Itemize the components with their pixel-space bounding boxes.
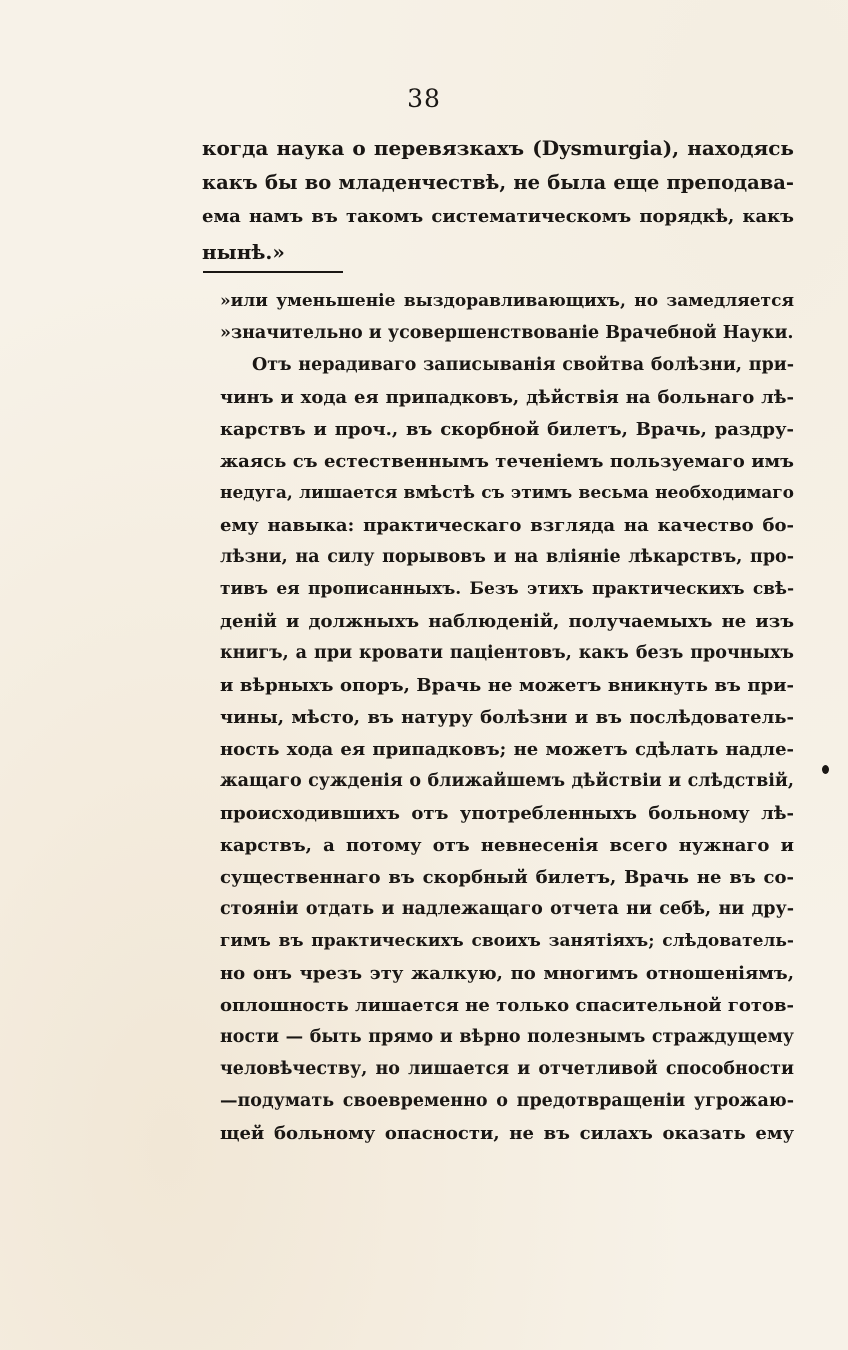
body-line: ему навыка: практическаго взгляда на качество бо-: [220, 515, 794, 536]
page-number: 38: [407, 84, 441, 113]
body-line: лѣзни, на силу порывовъ и на вліяніе лѣкарствъ, про-: [220, 547, 794, 567]
body-line: тивъ ея прописанныхъ. Безъ этихъ практическихъ свѣ-: [220, 579, 794, 599]
body-line: но онъ чрезъ эту жалкую, по многимъ отношеніямъ,: [220, 963, 794, 984]
body-line: »значительно и усовершенствованіе Врачебной Науки.: [220, 323, 794, 343]
footnote-line: когда наука о перевязкахъ (Dysmurgia), находясь: [202, 136, 794, 160]
body-line: чинъ и хода ея припадковъ, дѣйствія на больнаго лѣ-: [220, 387, 794, 408]
body-line: происходившихъ отъ употребленныхъ больному лѣ-: [220, 803, 794, 824]
body-line: жащаго сужденія о ближайшемъ дѣйствіи и слѣдствій,: [220, 771, 794, 791]
body-line: существеннаго въ скорбный билетъ, Врачь не въ со-: [220, 867, 794, 888]
body-line: стояніи отдать и надлежащаго отчета ни себѣ, ни дру-: [220, 899, 794, 919]
body-line: жаясь съ естественнымъ теченіемъ пользуемаго имъ: [220, 451, 794, 472]
body-line: недуга, лишается вмѣстѣ съ этимъ весьма необходимаго: [220, 483, 794, 503]
separator-rule: [203, 271, 343, 273]
body-line: гимъ въ практическихъ своихъ занятіяхъ; слѣдователь-: [220, 931, 794, 951]
body-line: оплошность лишается не только спасительной готов-: [220, 995, 795, 1016]
body-line: Отъ нерадиваго записыванія свойтва болѣзни, при-: [252, 355, 794, 375]
body-line: щей больному опасности, не въ силахъ оказать ему: [220, 1123, 794, 1144]
body-line: деній и должныхъ наблюденій, получаемыхъ не изъ: [220, 611, 794, 632]
body-line: »или уменьшеніе выздоравливающихъ, но замедляется: [220, 291, 794, 311]
body-line: ность хода ея припадковъ; не можетъ сдѣлать надле-: [220, 739, 794, 760]
footnote-line: какъ бы во младенчествѣ, не была еще преподава-: [202, 171, 794, 194]
body-line: карствъ, а потому отъ невнесенія всего нужнаго и: [220, 835, 794, 856]
body-line: чины, мѣсто, въ натуру болѣзни и въ послѣдователь-: [220, 707, 794, 728]
footnote-line: нынѣ.»: [202, 240, 285, 264]
body-line: человѣчеству, но лишается и отчетливой способности: [220, 1059, 794, 1079]
body-line: и вѣрныхъ опоръ, Врачь не можетъ вникнуть въ при-: [220, 675, 794, 696]
margin-ink-mark: [822, 765, 829, 774]
footnote-line: ема намъ въ такомъ систематическомъ порядкѣ, какъ: [202, 206, 794, 227]
body-line: —подумать своевременно о предотвращеніи угрожаю-: [220, 1091, 794, 1111]
body-line: карствъ и проч., въ скорбной билетъ, Врачь, раздру-: [220, 419, 794, 440]
body-line: книгъ, а при кровати паціентовъ, какъ безъ прочныхъ: [220, 643, 794, 663]
body-line: ности — быть прямо и вѣрно полезнымъ страждущему: [220, 1027, 794, 1047]
